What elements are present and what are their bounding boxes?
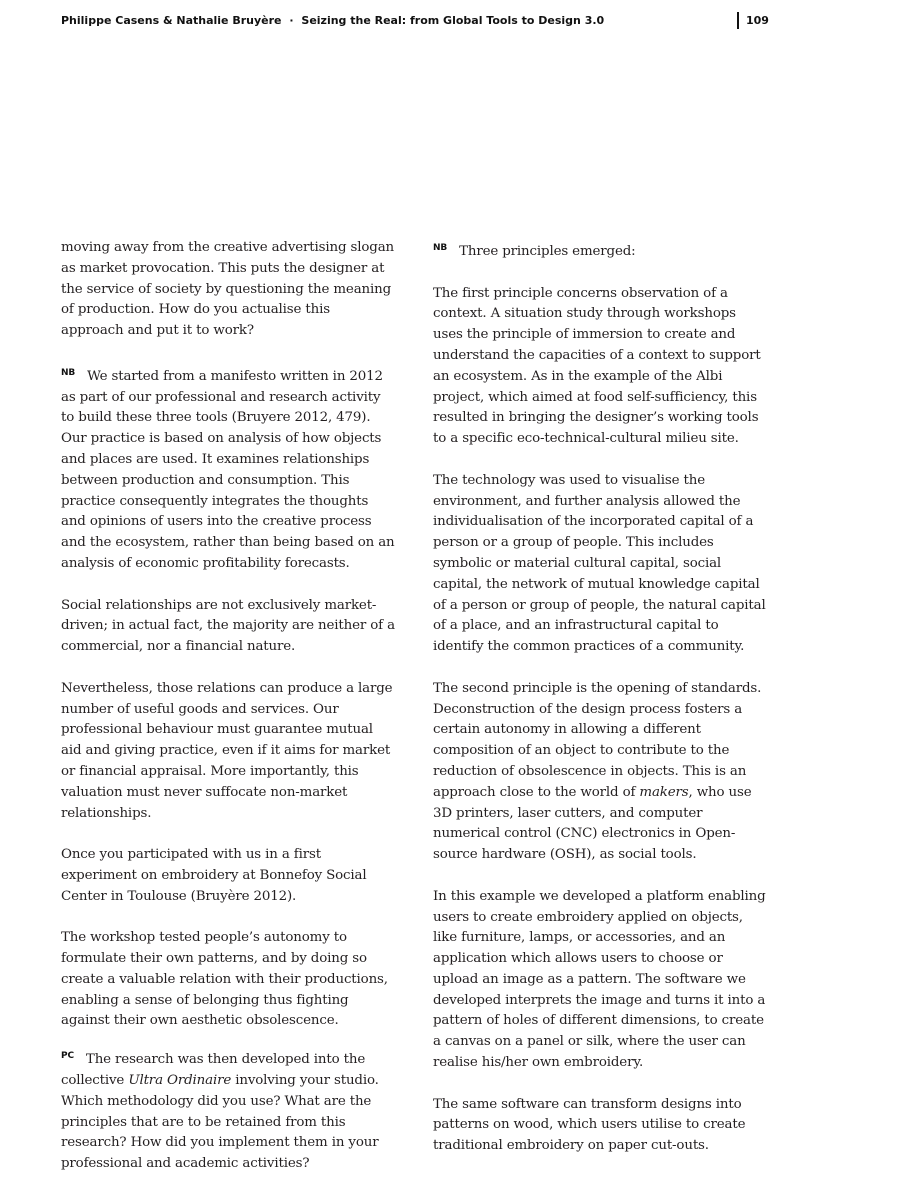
paragraph: moving away from the creative advertising slogan as market provocation. This puts the designer at the service of society by questioning the meaning of production. How do you actualise this approach and put it to work? [61,240,394,339]
paragraph [433,679,767,866]
speaker-label: NB [433,243,448,253]
italic-term: makers [639,784,689,800]
italic-title: Ultra Ordinaire [128,1073,232,1089]
header-separator: · [289,14,294,27]
speaker-label: PC [61,1051,74,1062]
paragraph: In this example we developed a platform enabling users to create embroidery applied on objects, like furniture, lamps, or accessories, and an application which allows users to choose or upload an image as a pattern. The software we developed interprets the image and turns it into a pattern of holes of different dimensions, to create a canvas on a panel or silk, where the user can realise his/her own embroidery. [433,888,766,1071]
paragraph-text: Three principles emerged: [459,244,636,259]
paragraph: Once you participated with us in a first experiment on embroidery at Bonnefoy Social Center in Toulouse (Bruyère 2012). [61,847,367,904]
paragraph: The workshop tested people’s autonomy to formulate their own patterns, and by doing so create a valuable relation with their productions, enabling a sense of belonging thus fighting against their own aesthetic obsolescence. [61,930,388,1029]
speaker-label: NB [61,367,76,378]
paragraph-text: , who use 3D printers, laser cutters, and computer numerical control (CNC) electronics in Open-source hardware (OSH), as social tools. [433,784,752,863]
paragraph-text: The research was then developed into the collective [61,1052,366,1089]
paragraph [61,1046,395,1175]
paragraph: Social relationships are not exclusively market-driven; in actual fact, the majority are neither of a commercial, nor a financial nature. [61,597,395,655]
left-column [61,238,395,1196]
paragraph: The technology was used to visualise the environment, and further analysis allowed the individualisation of the incorporated capital of a person or a group of people. This includes symbolic or material cultural capital, social capital, the network of mutual knowledge capital of a person or group of people, the natural capital of a place, and an infrastructural capital to identify the common practices of a community. [433,472,766,655]
running-header [61,13,604,29]
page-number-rule [737,12,739,29]
header-authors: Philippe Casens & Nathalie Bruyère [61,14,282,27]
paragraph-text: involving your studio. Which methodology did you use? What are the principles that are to be retained from this research? How did you implement them in your professional and academic activities? [61,1073,379,1172]
header-title: Seizing the Real: from Global Tools to Design 3.0 [301,14,605,27]
paragraph-text: The second principle is the opening of standards. Deconstruction of the design process fosters a certain autonomy in allowing a different composition of an object to contribute to the reduction of obsolescence in objects. This is an approach close to the world of [433,680,762,800]
paragraph [433,238,767,263]
right-column [433,238,767,1178]
paragraph: Nevertheless, those relations can produce a large number of useful goods and services. Our professional behaviour must guarantee mutual aid and giving practice, even if it aims for market or financial appraisal. More importantly, this valuation must never suffocate non-market relationships. [61,680,393,821]
page-number: 109 [746,14,769,27]
paragraph-text: We started from a manifesto written in 2012 as part of our professional and research activity to build these three tools (Bruyere 2012, 479). Our practice is based on analysis of how objects and places are used. It examines relationships between production and consumption. This practice consequently integrates the thoughts and opinions of users into the creative process and the ecosystem, rather than being based on an analysis of economic profitability forecasts. [61,368,395,571]
paragraph: The first principle concerns observation of a context. A situation study through workshops uses the principle of immersion to create and understand the capacities of a context to support an ecosystem. As in the example of the Albi project, which aimed at food self-sufficiency, this resulted in bringing the designer’s working tools to a specific eco-technical-cultural milieu site. [433,285,761,447]
paragraph: The same software can transform designs into patterns on wood, which users utilise to create traditional embroidery on paper cut-outs. [433,1096,746,1154]
paragraph [61,363,395,575]
